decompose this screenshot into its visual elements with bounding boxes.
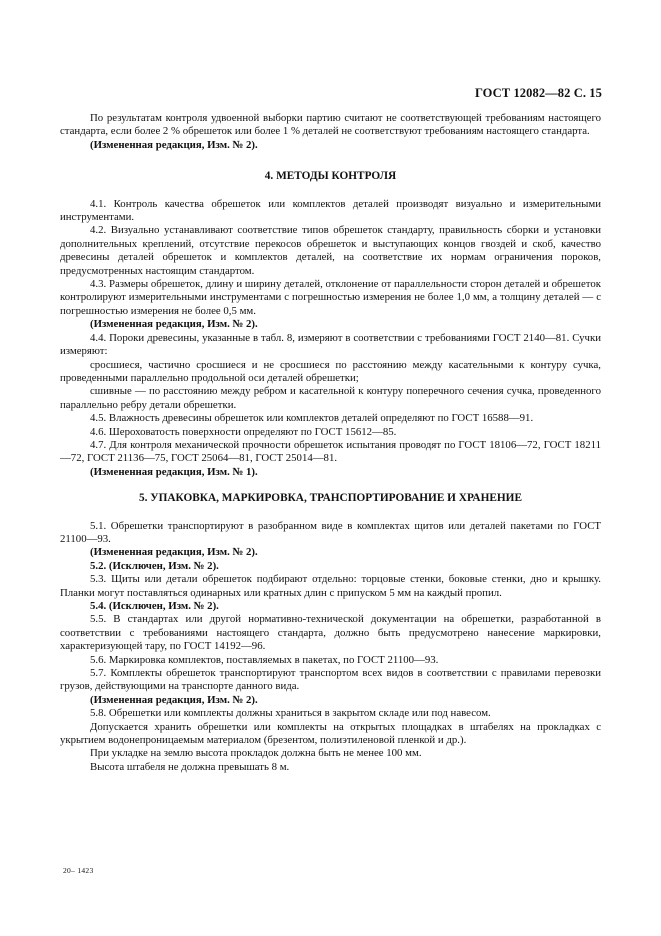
amendment-note: (Измененная редакция, Изм. № 1). [90,465,258,478]
paragraph: сшивные — по расстоянию между ребром и касательной к контуру поперечного сечения сучка, проведенного параллельно ребру детали обрешетки. [60,385,601,411]
paragraph: 4.2. Визуально устанавливают соответствие типов обрешеток стандарту, правильность сборки и установки дополнительных креплений, отсутствие перекосов обрешеток и выступающих концов гвоздей и скоб, качество древесины деталей обрешеток и комплектов деталей, на соответствие их нормам ограничения пороков, предусмотренных настоящим стандартом. [60,224,601,277]
paragraph: 5.6. Маркировка комплектов, поставляемых в пакетах, по ГОСТ 21100—93. [90,653,439,666]
paragraph: 5.5. В стандартах или другой нормативно-технической документации на обрешетки, разработанной в соответствии с требованиями настоящего стандарта, должно быть предусмотрено нанесение маркировки, характеризующей тару, по ГОСТ 14192—96. [60,613,601,653]
paragraph: Высота штабеля не должна превышать 8 м. [90,760,290,773]
section-heading: 4. МЕТОДЫ КОНТРОЛЯ [264,170,397,183]
paragraph: 4.4. Пороки древесины, указанные в табл. 8, измеряют в соответствии с требованиями ГОСТ 2140—81. Сучки измеряют: [60,331,601,358]
excluded-note: 5.2. (Исключен, Изм. № 2). [90,559,219,572]
paragraph: 4.7. Для контроля механической прочности обрешеток испытания проводят по ГОСТ 18106—72, ГОСТ 18211—72, ГОСТ 21136—75, ГОСТ 25064—81, ГОСТ 25014—81. [60,438,601,465]
document-body [60,112,601,774]
amendment-note: (Измененная редакция, Изм. № 2). [90,318,258,331]
amendment-note: (Измененная редакция, Изм. № 2). [90,546,258,559]
paragraph: 4.3. Размеры обрешеток, длину и ширину деталей, отклонение от параллельности сторон деталей и обрешеток контролируют измерительными инструментами с погрешностью измерения не более 1,0 мм, а толщину деталей — с погрешностью измерения не более 0,5 мм. [60,278,601,317]
paragraph: 5.3. Щиты или детали обрешеток подбирают отдельно: торцовые стенки, боковые стенки, дно и крышку. Планки могут поставляться одинарных или кратных длин с припуском 5 мм на каждый пропил. [60,573,601,599]
paragraph: 4.1. Контроль качества обрешеток или комплектов деталей производят визуально и измерительными инструментами. [60,197,601,224]
paragraph: 5.8. Обрешетки или комплекты должны храниться в закрытом складе или под навесом. [90,707,491,720]
paragraph: При укладке на землю высота прокладок должна быть не менее 100 мм. [90,747,422,760]
paragraph: 5.1. Обрешетки транспортируют в разобранном виде в комплектах щитов или деталей пакетами по ГОСТ 21100—93. [60,519,601,545]
amendment-note: (Измененная редакция, Изм. № 2). [90,693,258,706]
paragraph: Допускается хранить обрешетки или комплекты на открытых площадках в штабелях на прокладках с укрытием водонепроницаемым материалом (брезентом, полиэтиленовой пленкой и др.). [60,720,601,747]
amendment-note: (Измененная редакция, Изм. № 2). [90,138,258,151]
paragraph: По результатам контроля удвоенной выборки партию считают не соответствующей требованиям настоящего стандарта, если более 2 % обрешеток или более 1 % деталей не соответствуют требованиям настоящего стандарта. [60,112,601,138]
paragraph: 4.6. Шероховатость поверхности определяют по ГОСТ 15612—85. [90,425,397,438]
page-header: ГОСТ 12082—82 С. 15 [474,86,602,100]
paragraph: 5.7. Комплекты обрешеток транспортируют транспортом всех видов в соответствии с правилами перевозки грузов, действующими на транспорте данного вида. [60,667,601,693]
paragraph: сросшиеся, частично сросшиеся и не сросшиеся по расстоянию между касательными к контуру сучка, проведенными параллельно продольной оси деталей обрешетки; [60,358,601,384]
page-footer-code: 20– 1423 [63,866,94,875]
section-heading: 5. УПАКОВКА, МАРКИРОВКА, ТРАНСПОРТИРОВАНИЕ И ХРАНЕНИЕ [139,492,522,505]
paragraph: 4.5. Влажность древесины обрешеток или комплектов деталей определяют по ГОСТ 16588—91. [90,412,534,425]
excluded-note: 5.4. (Исключен, Изм. № 2). [90,600,219,612]
